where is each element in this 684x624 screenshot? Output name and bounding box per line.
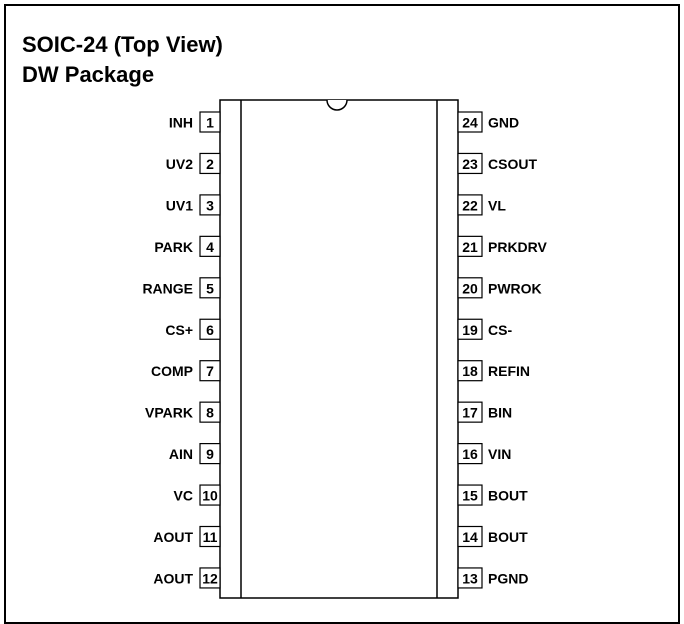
pin-number: 9 [206,446,214,463]
pin-number: 18 [462,363,478,380]
pin-number: 4 [206,238,214,255]
left-pin-12 [153,568,220,588]
left-pin-3 [166,195,220,215]
right-pin-24 [458,112,519,132]
pin-number: 8 [206,404,214,421]
right-pin-13 [458,568,528,588]
pin-number: 3 [206,197,214,214]
pin-label: AOUT [153,570,193,587]
right-pin-14 [458,527,528,547]
pin-number: 10 [202,487,218,504]
pin-number: 13 [462,570,478,587]
pin-label: CS+ [165,321,193,338]
pin-label: COMP [151,363,193,380]
pin-number: 21 [462,238,478,255]
pin-label: VPARK [145,404,193,421]
left-pin-8 [145,402,220,422]
pin-label: GND [488,114,520,131]
right-pin-20 [458,278,542,298]
pin-number: 19 [462,321,478,338]
right-pin-16 [458,444,511,464]
left-pin-10 [174,485,220,505]
left-pin-4 [154,236,220,256]
right-pin-18 [458,361,530,381]
left-pin-9 [169,444,220,464]
pin-label: BOUT [488,487,528,504]
pin-label: CS- [488,321,513,338]
pin-label: PARK [154,238,193,255]
left-pin-11 [153,527,220,547]
left-pin-2 [166,153,220,173]
pin-number: 1 [206,114,214,131]
pin-label: INH [168,114,193,131]
right-pin-group [458,112,548,588]
left-pin-7 [151,361,220,381]
right-pin-21 [458,236,548,256]
pin-label: REFIN [488,363,530,380]
right-pin-23 [458,153,537,173]
pin-number: 11 [202,529,218,545]
pin-number: 20 [462,280,478,297]
pin-number: 12 [202,570,218,587]
right-pin-19 [458,319,512,339]
ic-body [220,100,458,598]
left-pin-1 [169,112,220,132]
left-pin-5 [142,278,220,298]
pin-label: VIN [488,446,512,463]
pin-number: 5 [206,280,214,297]
pin-label: BOUT [488,529,528,545]
pin-number: 17 [462,404,478,421]
package-subtitle: DW Package [22,62,155,87]
pin-label: CSOUT [488,155,537,172]
pin-number: 2 [206,155,214,172]
pin-number: 16 [462,446,478,463]
package-title: SOIC-24 (Top View) [22,32,223,57]
pin-number: 23 [462,155,478,172]
pin-label: UV2 [165,155,193,172]
left-pin-6 [165,319,220,339]
pin-label: AOUT [153,529,193,545]
pin-number: 24 [462,114,478,131]
right-pin-15 [458,485,528,505]
pin-number: 6 [206,321,214,338]
pin-label: PWROK [488,280,542,297]
pin-number: 15 [462,487,478,504]
pin-label: VC [173,487,193,504]
pin-label: UV1 [165,197,193,214]
pin-label: PGND [488,570,529,587]
pin-label: VL [488,197,506,214]
right-pin-22 [458,195,506,215]
pin-number: 22 [462,197,478,214]
right-pin-17 [458,402,512,422]
pin-label: RANGE [142,280,193,297]
pin-label: AIN [168,446,193,463]
pin-label: BIN [488,404,513,421]
pin-label: PRKDRV [488,238,547,255]
pin-number: 14 [462,529,478,545]
left-pin-group [142,112,220,588]
pin-number: 7 [206,363,214,380]
